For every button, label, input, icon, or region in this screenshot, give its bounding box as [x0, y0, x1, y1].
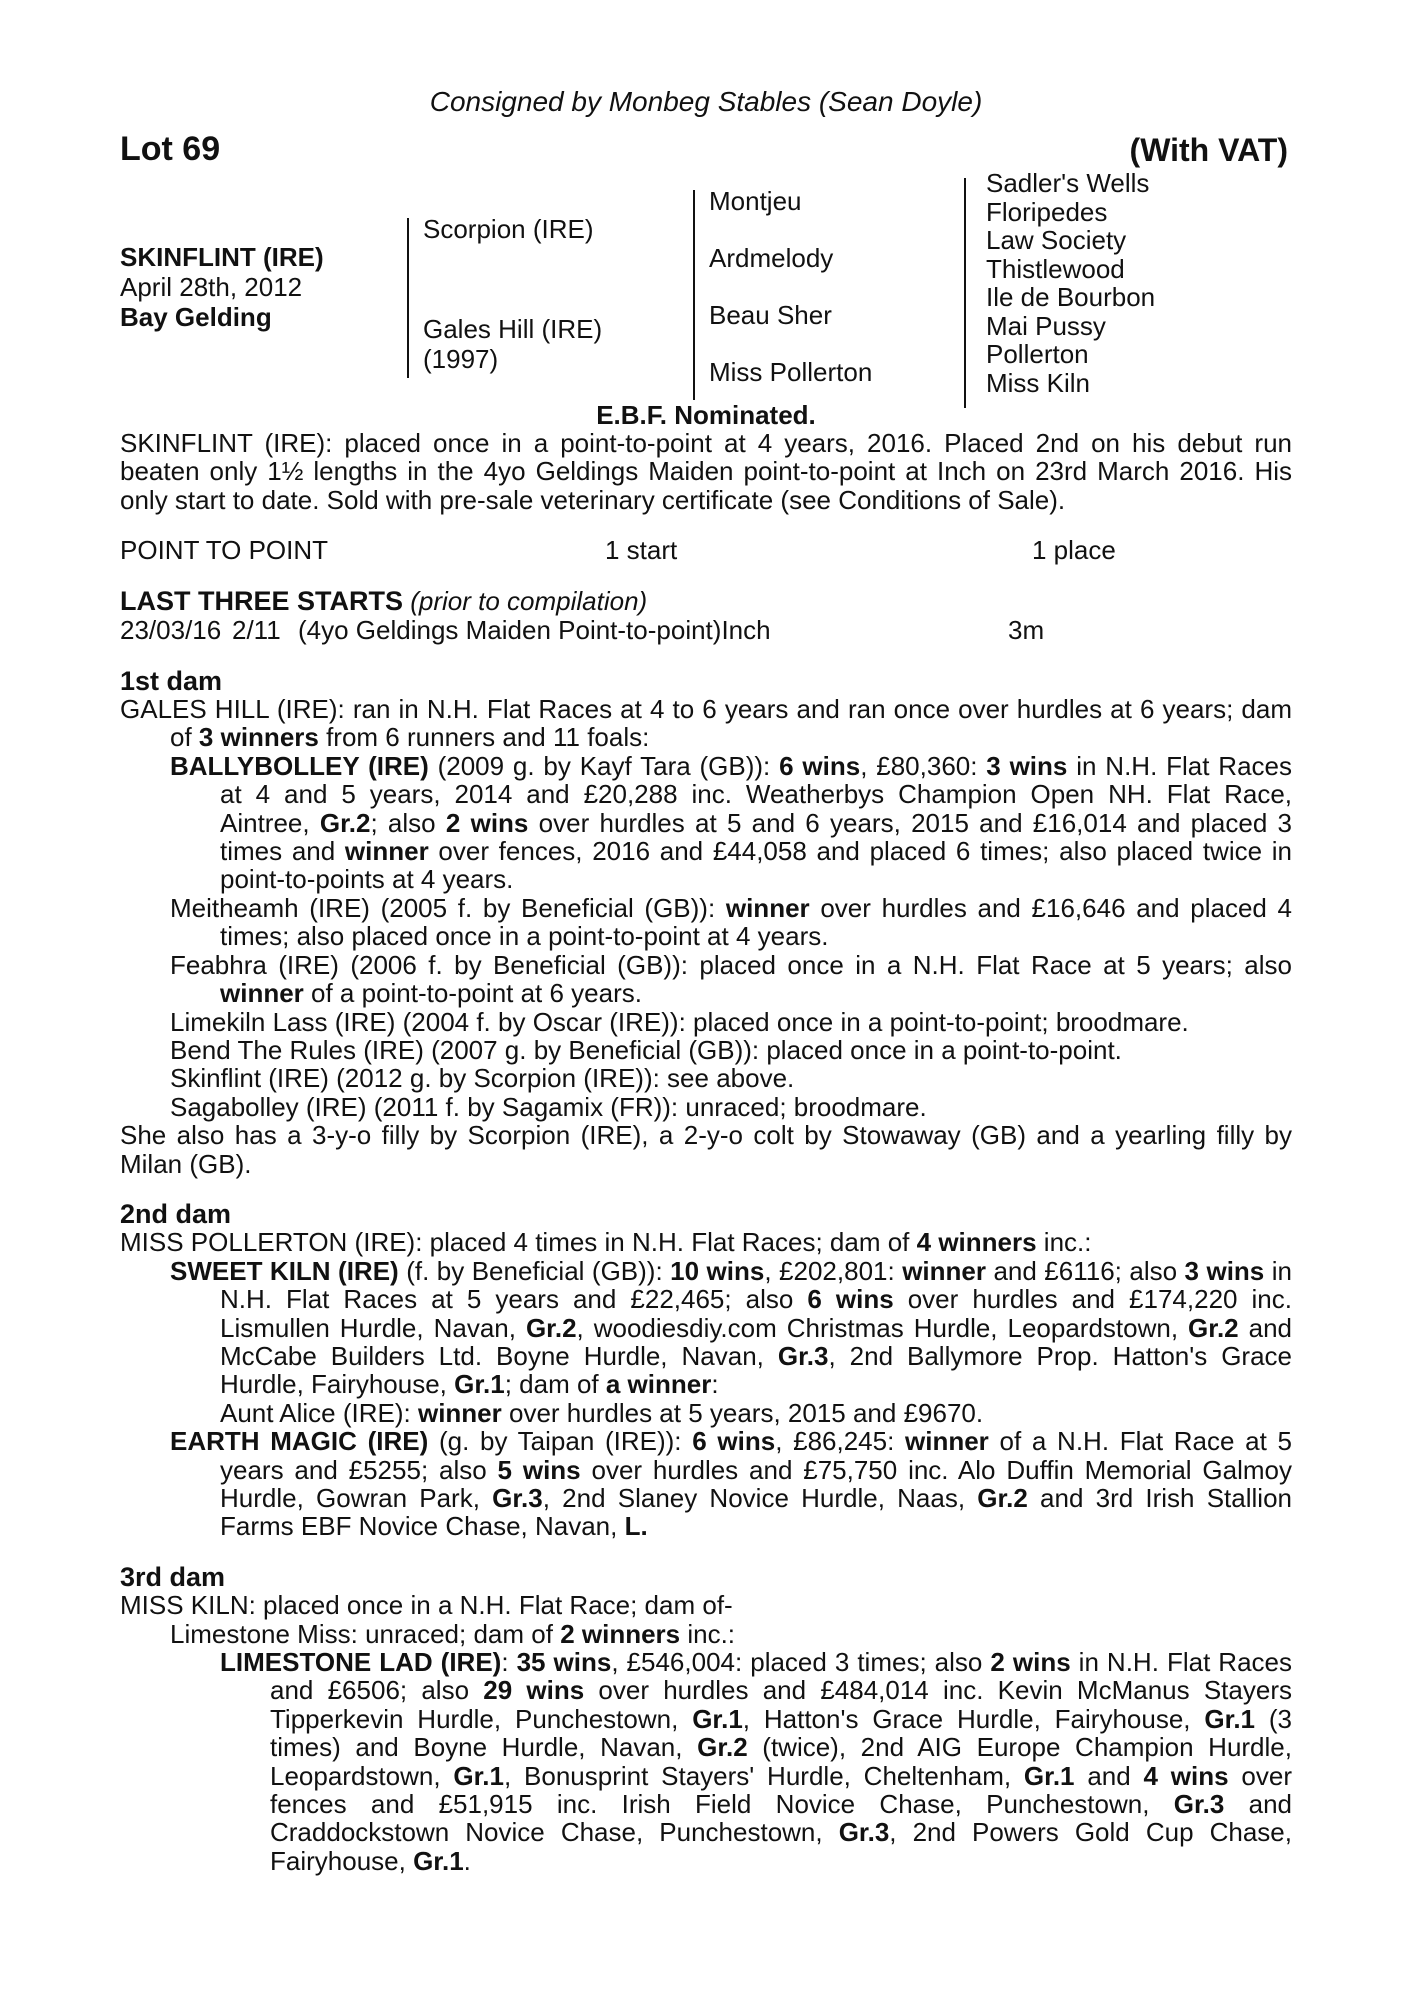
second-dam-heading: 2nd dam — [120, 1198, 232, 1229]
consignor-line: Consigned by Monbeg Stables (Sean Doyle) — [429, 86, 983, 117]
vat-label: (With VAT) — [1129, 132, 1288, 168]
pedigree-dam — [423, 314, 602, 374]
progeny-bend-the-rules: Bend The Rules (IRE) (2007 g. by Beneficial (GB)): placed once in a point-to-point. — [170, 1034, 1122, 1065]
pedigree-great-grandparents — [986, 169, 1155, 397]
pedigree-divider-3 — [964, 178, 966, 408]
third-dam-heading: 3rd dam — [120, 1561, 226, 1592]
pedigree-great-grandparent: Ile de Bourbon — [986, 282, 1156, 312]
record-places: 1 place — [1032, 535, 1116, 566]
record-label: POINT TO POINT — [120, 535, 329, 566]
first-dam-heading: 1st dam — [120, 665, 223, 696]
start-position: 2/11 — [232, 614, 281, 645]
first-dam-also: She also has a 3-y-o filly by Scorpion (IRE), a 2-y-o colt by Stowaway (GB) and a yearling filly by Milan (GB). — [120, 1120, 1292, 1179]
horse-dob: April 28th, 2012 — [120, 272, 303, 302]
catalogue-body — [120, 429, 1292, 1875]
progeny-limestone-miss: Limestone Miss: unraced; dam of 2 winners inc.: — [170, 1618, 736, 1649]
pedigree-sire: Scorpion (IRE) — [423, 214, 594, 244]
pedigree-great-grandparent: Sadler's Wells — [986, 168, 1150, 198]
pedigree-divider-2 — [693, 190, 695, 400]
start-date: 23/03/16 — [120, 614, 222, 645]
progeny-limekiln-lass: Limekiln Lass (IRE) (2004 f. by Oscar (IRE)): placed once in a point-to-point; broodmare. — [170, 1006, 1189, 1037]
race-record — [120, 536, 1292, 565]
pedigree-great-grandparent: Mai Pussy — [986, 310, 1106, 341]
last-three-heading: LAST THREE STARTS (prior to compilation) — [120, 586, 648, 617]
lot-number: Lot 69 — [120, 130, 221, 168]
pedigree-great-grandparent: Miss Kiln — [986, 367, 1091, 398]
summary-paragraph: SKINFLINT (IRE): placed once in a point-to-point at 4 years, 2016. Placed 2nd on his debut run beaten only 1½ lengths in the 4yo Geldings Maiden point-to-point at Inch on 23rd March 2016. His only start to date. Sold with pre-sale veterinary certificate (see Conditions of Sale). — [120, 428, 1292, 515]
horse-info — [120, 242, 324, 332]
progeny-feabhra: Feabhra (IRE) (2006 f. by Beneficial (GB)): placed once in a N.H. Flat Race at 5 years; also winner of a point-to-point at 6 years. — [170, 949, 1292, 1009]
first-dam-intro: GALES HILL (IRE): ran in N.H. Flat Races at 4 to 6 years and ran once over hurdles at 6 years; dam of 3 winners from 6 runners and 11 foals: — [120, 694, 1292, 753]
second-dam-intro: MISS POLLERTON (IRE): placed 4 times in N.H. Flat Races; dam of 4 winners inc.: — [120, 1227, 1092, 1258]
progeny-sagabolley: Sagabolley (IRE) (2011 f. by Sagamix (FR)): unraced; broodmare. — [170, 1091, 927, 1122]
pedigree-grandparent: Montjeu — [709, 186, 802, 216]
progeny-aunt-alice: Aunt Alice (IRE): winner over hurdles at 5 years, 2015 and £9670. — [220, 1397, 984, 1428]
progeny-skinflint: Skinflint (IRE) (2012 g. by Scorpion (IRE)): see above. — [170, 1063, 795, 1094]
progeny-limestone-lad: LIMESTONE LAD (IRE): 35 wins, £546,004: placed 3 times; also 2 wins in N.H. Flat Races and £6506; also 29 wins over hurdles and £484,014 inc. Kevin McManus Stayers Tipperkevin Hurdle, Punchestown, Gr.1, Hatton's Grace Hurdle, Fairyhouse, Gr.1 (3 times) and Boyne Hurdle, Navan, Gr.2 (twice), 2nd AIG Europe Champion Hurdle, Leopardstown, Gr.1, Bonusprint Stayers' Hurdle, Cheltenham, Gr.1 and 4 wins over fences and £51,915 inc. Irish Field Novice Chase, Punchestown, Gr.3 and Craddockstown Novice Chase, Punchestown, Gr.3, 2nd Powers Gold Cup Chase, Fairyhouse, Gr.1. — [220, 1647, 1293, 1876]
pedigree-grandparent: Miss Pollerton — [709, 357, 873, 387]
last-start-row — [120, 616, 1292, 645]
ebf-nominated: E.B.F. Nominated. — [596, 400, 816, 430]
horse-name: SKINFLINT (IRE) — [120, 242, 324, 272]
pedigree-great-grandparent: Thistlewood — [986, 253, 1125, 284]
pedigree-great-grandparent: Pollerton — [986, 339, 1089, 369]
pedigree-dam-name: Gales Hill (IRE) — [423, 314, 603, 344]
progeny-sweet-kiln: SWEET KILN (IRE) (f. by Beneficial (GB)): 10 wins, £202,801: winner and £6116; also 3 wins in N.H. Flat Races at 5 years and £22,465; also 6 wins over hurdles and £174,220 inc. Lismullen Hurdle, Navan, Gr.2, woodiesdiy.com Christmas Hurdle, Leopardstown, Gr.2 and McCabe Builders Ltd. Boyne Hurdle, Navan, Gr.3, 2nd Ballymore Prop. Hatton's Grace Hurdle, Fairyhouse, Gr.1; dam of a winner: — [170, 1255, 1293, 1400]
progeny-ballybolley: BALLYBOLLEY (IRE) (2009 g. by Kayf Tara (GB)): 6 wins, £80,360: 3 wins in N.H. Flat Races at 4 and 5 years, 2014 and £20,288 inc. Weatherbys Champion Open NH. Flat Race, Aintree, Gr.2; also 2 wins over hurdles at 5 and 6 years, 2015 and £16,014 and placed 3 times and winner over fences, 2016 and £44,058 and placed 6 times; also placed twice in point-to-points at 4 years. — [170, 750, 1292, 895]
pedigree-grandparent: Ardmelody — [709, 243, 834, 273]
pedigree-great-grandparent: Law Society — [986, 225, 1127, 255]
pedigree-dam-year: (1997) — [423, 344, 499, 374]
record-starts: 1 start — [605, 535, 678, 566]
progeny-meitheamh: Meitheamh (IRE) (2005 f. by Beneficial (GB)): winner over hurdles and £16,646 and placed 4 times; also placed once in a point-to-point at 4 years. — [170, 892, 1292, 952]
pedigree-divider-1 — [407, 218, 409, 378]
pedigree-great-grandparent: Floripedes — [986, 196, 1108, 227]
progeny-earth-magic: EARTH MAGIC (IRE) (g. by Taipan (IRE)): 6 wins, £86,245: winner of a N.H. Flat Race at 5 years and £5255; also 5 wins over hurdles and £75,750 inc. Alo Duffin Memorial Galmoy Hurdle, Gowran Park, Gr.3, 2nd Slaney Novice Hurdle, Naas, Gr.2 and 3rd Irish Stallion Farms EBF Novice Chase, Navan, L. — [170, 1426, 1292, 1542]
pedigree-grandparent: Beau Sher — [709, 300, 832, 330]
start-race: (4yo Geldings Maiden Point-to-point)Inch — [298, 614, 771, 645]
horse-description: Bay Gelding — [120, 302, 272, 332]
start-distance: 3m — [1008, 614, 1045, 645]
third-dam-intro: MISS KILN: placed once in a N.H. Flat Race; dam of- — [120, 1590, 733, 1621]
